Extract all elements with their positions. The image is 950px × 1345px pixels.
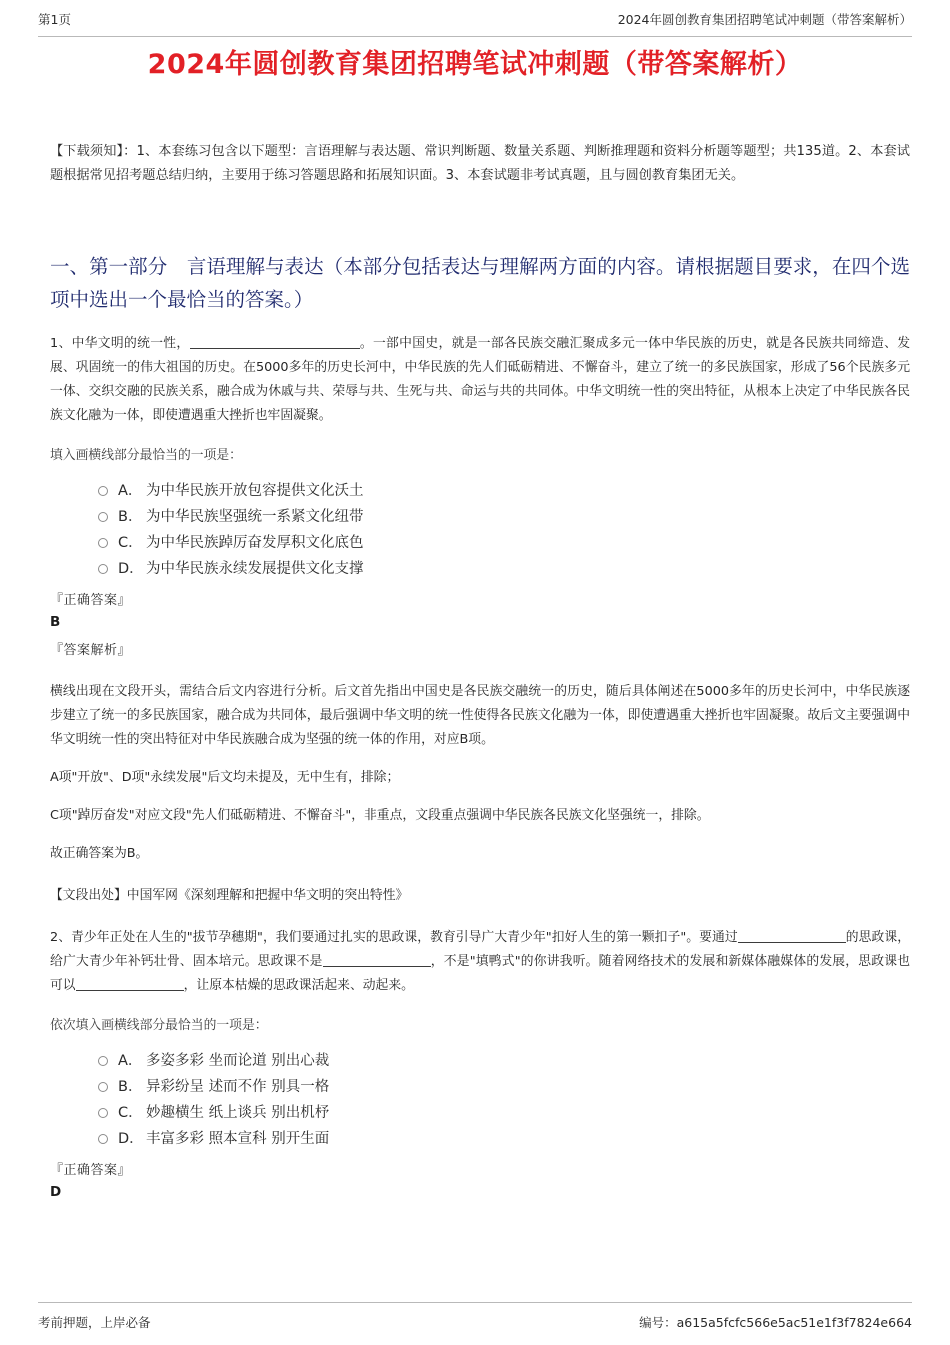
option-b[interactable]: [98, 1074, 910, 1100]
question-1-answer-value: B: [50, 614, 61, 630]
option-letter: C．: [118, 1105, 143, 1121]
question-2-stem: [50, 926, 910, 998]
option-letter: A．: [118, 483, 143, 499]
radio-icon[interactable]: [98, 1108, 108, 1118]
question-1-options: [98, 478, 910, 582]
option-d[interactable]: [98, 556, 910, 582]
running-title: 2024年圆创教育集团招聘笔试冲刺题（带答案解析）: [617, 12, 912, 27]
option-text: 妙趣横生 纸上谈兵 别出机杼: [146, 1105, 330, 1121]
question-1-prompt: 填入画横线部分最恰当的一项是：: [50, 448, 242, 463]
footer-slogan: 考前押题，上岸必备: [38, 1315, 151, 1330]
radio-icon[interactable]: [98, 1056, 108, 1066]
question-1-stem-part1: 中华文明的统一性，: [71, 336, 190, 351]
question-2-blank-2: [323, 953, 431, 967]
option-text: 为中华民族永续发展提供文化支撑: [146, 561, 364, 577]
option-letter: C．: [118, 535, 143, 551]
radio-icon[interactable]: [98, 486, 108, 496]
section-heading: 一、第一部分 言语理解与表达（本部分包括表达与理解两方面的内容。请根据题目要求，在四个选项中选出一个最恰当的答案。）: [50, 255, 910, 311]
question-1-stem-part2: 。一部中国史，就是一部各民族交融汇聚成多元一体中华民族的历史，就是各民族共同缔造、发展、巩固统一的伟大祖国的历史。在5000多年的历史长河中，中华民族的先人们砥砺精进、不懈奋斗，建立了统一的多民族国家，形成了56个民族多元一体、交织交融的民族关系，融合成为休戚与共、荣辱与共、生死与共、命运与共的共同体。中华文明统一性的突出特征，从根本上决定了中华民族各民族文化融为一体，即使遭遇重大挫折也牢固凝聚。: [50, 336, 911, 423]
option-a[interactable]: [98, 1048, 910, 1074]
question-2-blank-3: [76, 977, 184, 991]
question-1-analysis-paragraph-1: 横线出现在文段开头，需结合后文内容进行分析。后文首先指出中国史是各民族交融统一的历史，随后具体阐述在5000多年的历史长河中，中华民族逐步建立了统一的多民族国家，融合成为共同体，最后强调中华文明的统一性使得各民族文化融为一体，即使遭遇重大挫折也牢固凝聚。故后文主要强调中华文明统一性的突出特征对中华民族融合成为坚强的统一体的作用，对应B项。: [50, 684, 910, 747]
document-title: 2024年圆创教育集团招聘笔试冲刺题（带答案解析）: [147, 49, 803, 80]
option-letter: D．: [118, 561, 144, 577]
option-letter: B．: [118, 1079, 143, 1095]
question-2-stem-part4: ，让原本枯燥的思政课活起来、动起来。: [183, 978, 414, 993]
radio-icon[interactable]: [98, 512, 108, 522]
question-1-blank: [190, 335, 360, 349]
question-2-blank-1: [738, 929, 846, 943]
serial-value: a615a5fcfc566e5ac51e1f3f7824e664: [676, 1315, 912, 1330]
option-b[interactable]: [98, 504, 910, 530]
option-a[interactable]: [98, 478, 910, 504]
question-1-number: 1、: [50, 336, 72, 351]
option-c[interactable]: [98, 1100, 910, 1126]
question-1-analysis-label: 『答案解析』: [50, 643, 132, 658]
question-2-answer-label: 『正确答案』: [50, 1163, 132, 1178]
question-1-answer-label: 『正确答案』: [50, 593, 132, 608]
page-footer: [38, 1302, 912, 1331]
option-text: 丰富多彩 照本宣科 别开生面: [146, 1131, 330, 1147]
option-c[interactable]: [98, 530, 910, 556]
page-header: [38, 10, 912, 37]
question-1-analysis-paragraph-4: 故正确答案为B。: [50, 846, 149, 861]
download-notice: 【下载须知】：1、本套练习包含以下题型：言语理解与表达题、常识判断题、数量关系题、判断推理题和资料分析题等题型；共135道。2、本套试题根据常见招考题总结归纳，主要用于练习答题思路和拓展知识面。3、本套试题非考试真题，且与圆创教育集团无关。: [50, 144, 910, 183]
radio-icon[interactable]: [98, 538, 108, 548]
option-text: 为中华民族踔厉奋发厚积文化底色: [146, 535, 364, 551]
question-1-source: 【文段出处】中国军网《深刻理解和把握中华文明的突出特性》: [50, 888, 409, 903]
option-d[interactable]: [98, 1126, 910, 1152]
question-2-options: [98, 1048, 910, 1152]
option-text: 为中华民族开放包容提供文化沃土: [146, 483, 364, 499]
radio-icon[interactable]: [98, 564, 108, 574]
serial-label: 编号：: [639, 1315, 677, 1330]
question-1-stem: [50, 332, 910, 428]
option-text: 多姿多彩 坐而论道 别出心裁: [146, 1053, 330, 1069]
option-letter: B．: [118, 509, 143, 525]
radio-icon[interactable]: [98, 1134, 108, 1144]
option-letter: D．: [118, 1131, 144, 1147]
footer-serial: [639, 1313, 912, 1331]
document-body: [50, 140, 910, 1202]
question-2-answer-value: D: [50, 1184, 62, 1200]
option-letter: A．: [118, 1053, 143, 1069]
question-2-prompt: 依次填入画横线部分最恰当的一项是：: [50, 1018, 268, 1033]
radio-icon[interactable]: [98, 1082, 108, 1092]
question-1-analysis-paragraph-3: C项"踔厉奋发"对应文段"先人们砥砺精进、不懈奋斗"，非重点，文段重点强调中华民族各民族文化坚强统一，排除。: [50, 808, 710, 823]
page-number-label: 第1页: [38, 12, 71, 27]
question-2-stem-part3: ，不是"填鸭式"的你讲我听。随着网络技术的发展和新媒体融媒体的发展，思政课也可以: [50, 954, 910, 993]
option-text: 为中华民族坚强统一系紧文化纽带: [146, 509, 364, 525]
question-2-stem-part1: 青少年正处在人生的"拔节孕穗期"，我们要通过扎实的思政课，教育引导广大青少年"扣好人生的第一颗扣子"。要通过: [71, 930, 738, 945]
question-1-analysis-paragraph-2: A项"开放"、D项"永续发展"后文均未提及，无中生有，排除；: [50, 770, 400, 785]
question-2-number: 2、: [50, 930, 72, 945]
question-2-stem-part2: 的思政课，给广大青少年补钙壮骨、固本培元。思政课不是: [50, 930, 910, 969]
option-text: 异彩纷呈 述而不作 别具一格: [146, 1079, 330, 1095]
